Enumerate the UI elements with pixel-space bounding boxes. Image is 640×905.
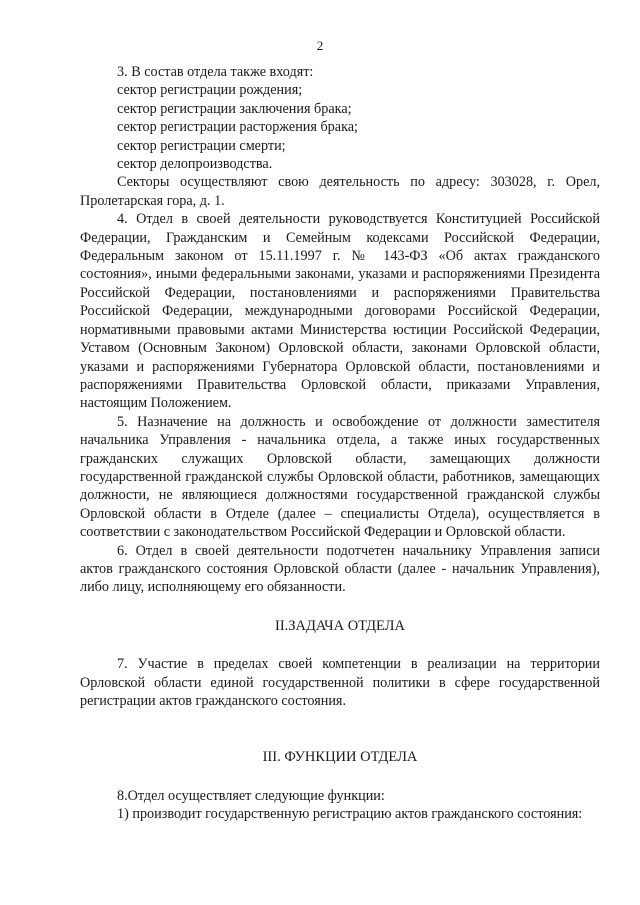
- paragraph-address: Секторы осуществляют свою деятельность по адресу: 303028, г. Орел, Пролетарская гора, д. 1.: [80, 174, 600, 209]
- list-item: сектор регистрации расторжения брака;: [117, 119, 358, 136]
- section-3-heading: III. ФУНКЦИИ ОТДЕЛА: [262, 749, 418, 766]
- paragraph-8-intro: 8.Отдел осуществляет следующие функции:: [117, 787, 385, 804]
- section-2-heading: II.ЗАДАЧА ОТДЕЛА: [275, 617, 405, 634]
- page-number: 2: [316, 38, 324, 53]
- paragraph-5: 5. Назначение на должность и освобождение от должности заместителя начальника Управления - начальника отдела, а также иных государственных гражданских служащих Орловской области, замещающих должности государственной гражданской службы Орловской области, работников, замещающих должности, не являющиеся должностями государственной гражданской службы Орловской области в Отделе (далее – специалисты Отдела), осуществляется в соответствии с законодательством Российской Федерации и Орловской области.: [80, 413, 600, 541]
- paragraph-8-item-1: 1) производит государственную регистрацию актов гражданского состояния:: [117, 806, 583, 823]
- list-item: сектор регистрации рождения;: [117, 82, 303, 99]
- list-item: сектор регистрации заключения брака;: [117, 100, 352, 117]
- paragraph-7: 7. Участие в пределах своей компетенции в реализации на территории Орловской области единой государственной политики в сфере государственной регистрации актов гражданского состояния.: [80, 656, 600, 709]
- list-item: сектор регистрации смерти;: [117, 137, 286, 154]
- paragraph-6: 6. Отдел в своей деятельности подотчетен начальнику Управления записи актов гражданского состояния Орловской области (далее - начальник Управления), либо лицу, исполняющему его обязанности.: [80, 542, 600, 596]
- list-item: сектор делопроизводства.: [117, 156, 273, 173]
- document-body: [80, 63, 600, 824]
- paragraph-3-intro: 3. В состав отдела также входят:: [117, 64, 314, 80]
- paragraph-4: 4. Отдел в своей деятельности руководствуется Конституцией Российской Федерации, Гражданским и Семейным кодексами Российской Федерации, Федеральным законом от 15.11.1997 г. № 143-ФЗ «Об актах гражданского состояния», иными федеральными законами, указами и распоряжениями Президента Российской Федерации, постановлениями и распоряжениями Правительства Российской Федерации, международными договорами Российской Федерации, нормативными правовыми актами Министерства юстиции Российской Федерации, Уставом (Основным Законом) Орловской области, законами Орловской области, указами и распоряжениями Губернатора Орловской области, постановлениями и распоряжениями Правительства Орловской области, приказами Управления, настоящим Положением.: [80, 211, 600, 412]
